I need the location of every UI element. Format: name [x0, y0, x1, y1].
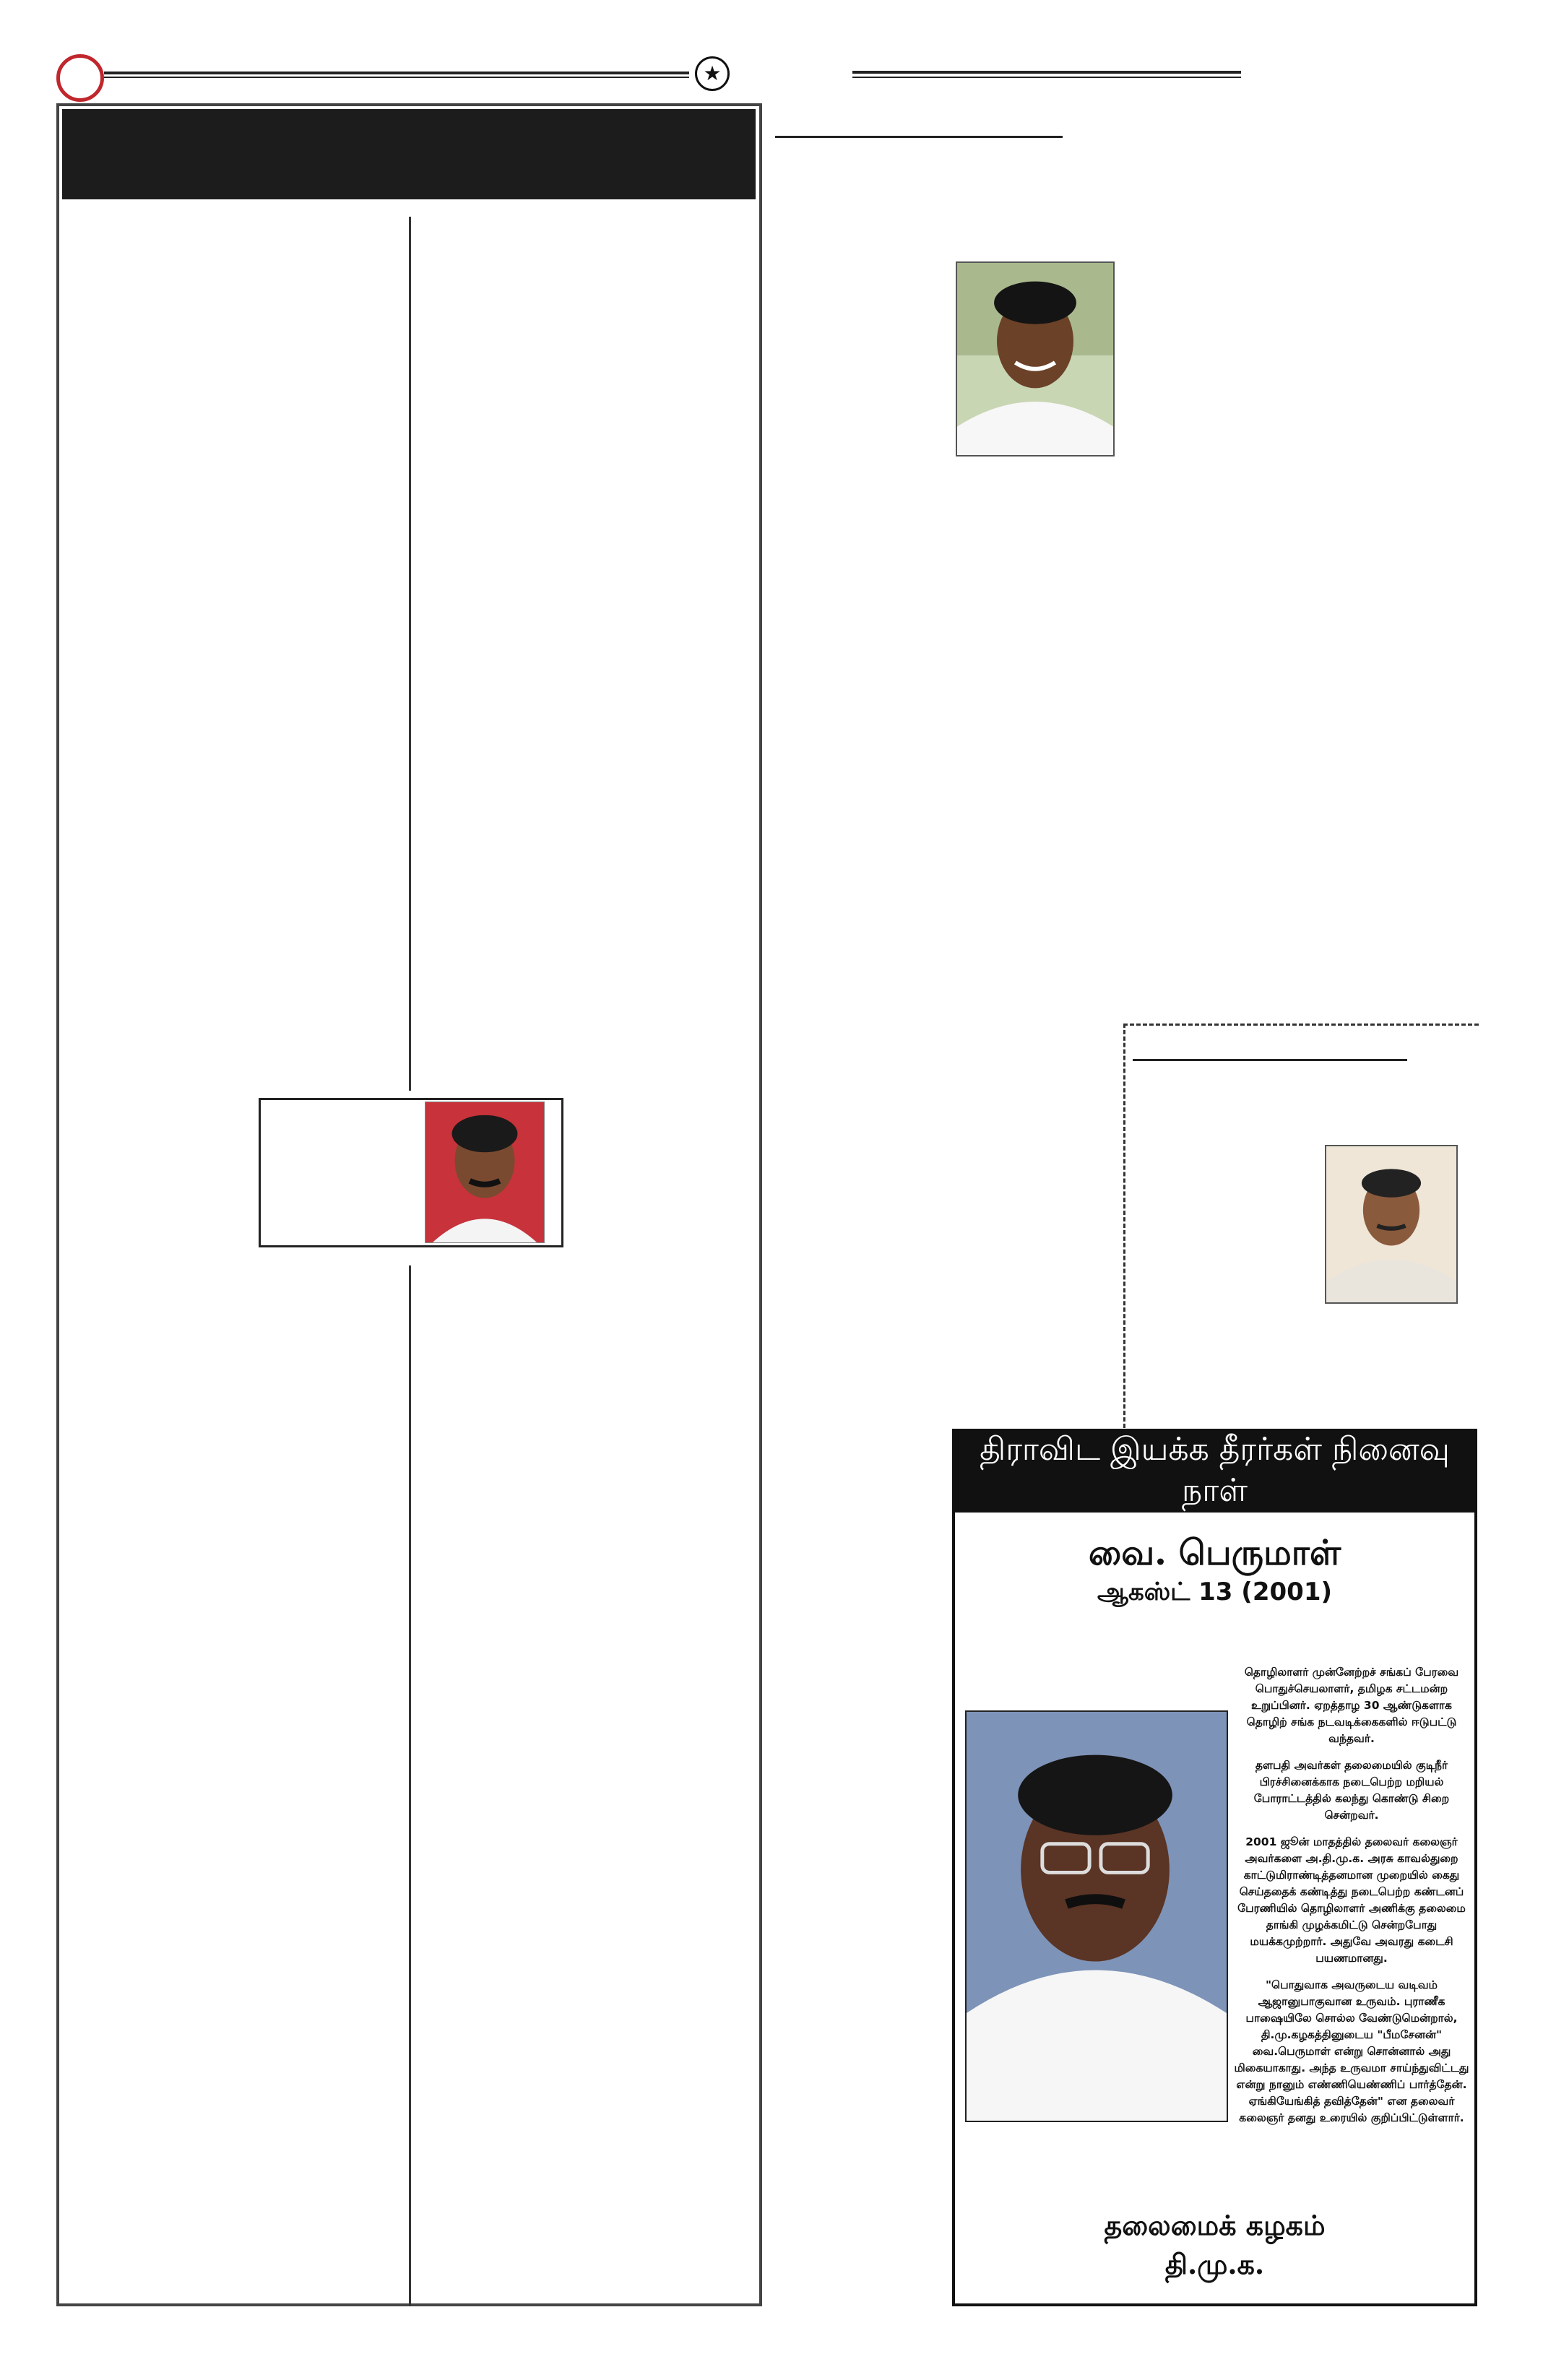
memorial-body-text — [1234, 1664, 1469, 2137]
portrait-photo-inset — [425, 1102, 545, 1243]
left-article-header-band — [62, 109, 756, 199]
memorial-paragraph: "பொதுவாக அவருடைய வடிவம் ஆஜானுபாகுவான உருவம். புராணீக பாஷையிலே சொல்ல வேண்டுமென்றால், தி.மு.கழகத்தினுடைய "பீமசேனன்" வை.பெருமாள் என்று சொன்னால் அது மிகையாகாது. அந்த உருவமா சாய்ந்துவிட்டது என்று நானும் எண்ணியெண்ணிப் பார்த்தேன். ஏங்கியேங்கித் தவித்தேன்" என தலைவர் கலைஞர் தனது உரையில் குறிப்பிட்டுள்ளார். — [1234, 1978, 1469, 2124]
red-circle-icon — [56, 54, 104, 102]
memorial-notice-box — [952, 1429, 1477, 2306]
portrait-photo-sidebar — [1325, 1145, 1458, 1304]
memorial-signature-line1: தலைமைக் கழகம் — [1104, 2209, 1326, 2241]
header-rule-left-thin — [104, 77, 689, 78]
header-rule-right — [852, 71, 1241, 74]
sidebar-dashed-top — [1123, 1024, 1479, 1026]
memorial-portrait-photo — [965, 1710, 1228, 2122]
memorial-date: ஆகஸ்ட் 13 (2001) — [1097, 1578, 1333, 1606]
memorial-signature — [955, 2206, 1474, 2284]
sidebar-title-rule — [1133, 1059, 1407, 1061]
article-rule-right — [775, 136, 1063, 138]
memorial-signature-line2: தி.மு.க. — [1164, 2248, 1265, 2280]
column-divider-top — [409, 217, 411, 1091]
memorial-paragraph: தளபதி அவர்கள் தலைமையில் குடிநீர் பிரச்சினைக்காக நடைபெற்ற மறியல் போராட்டத்தில் கலந்து கொண்டு சிறை சென்றவர். — [1253, 1759, 1450, 1822]
header-rule-right-thin — [852, 77, 1241, 78]
memorial-person-name: வை. பெருமாள் — [1088, 1533, 1341, 1573]
emblem-icon: ★ — [695, 56, 730, 91]
sidebar-dashed-left — [1123, 1024, 1125, 1428]
column-divider-bottom — [409, 1265, 411, 2306]
memorial-banner: திராவிட இயக்க தீரர்கள் நினைவு நாள் — [955, 1432, 1474, 1513]
header-rule-left — [104, 72, 689, 74]
portrait-photo-top — [956, 261, 1115, 456]
memorial-paragraph: 2001 ஜூன் மாதத்தில் தலைவர் கலைஞர் அவர்களை அ.தி.மு.க. அரசு காவல்துறை காட்டுமிராண்டித்தனமான முறையில் கைது செய்ததைக் கண்டித்து நடைபெற்ற கண்டனப் பேரணியில் தொழிலாளர் அணிக்கு தலைமை தாங்கி முழக்கமிட்டு சென்றபோது மயக்கமுற்றார். அதுவே அவரது கடைசி பயணமானது. — [1237, 1835, 1466, 1965]
memorial-paragraph: தொழிலாளர் முன்னேற்றச் சங்கப் பேரவை பொதுச்செயலாளர், தமிழக சட்டமன்ற உறுப்பினர். ஏறத்தாழ 30 ஆண்டுகளாக தொழிற் சங்க நடவடிக்கைகளில் ஈடுபட்டு வந்தவர். — [1244, 1666, 1459, 1745]
